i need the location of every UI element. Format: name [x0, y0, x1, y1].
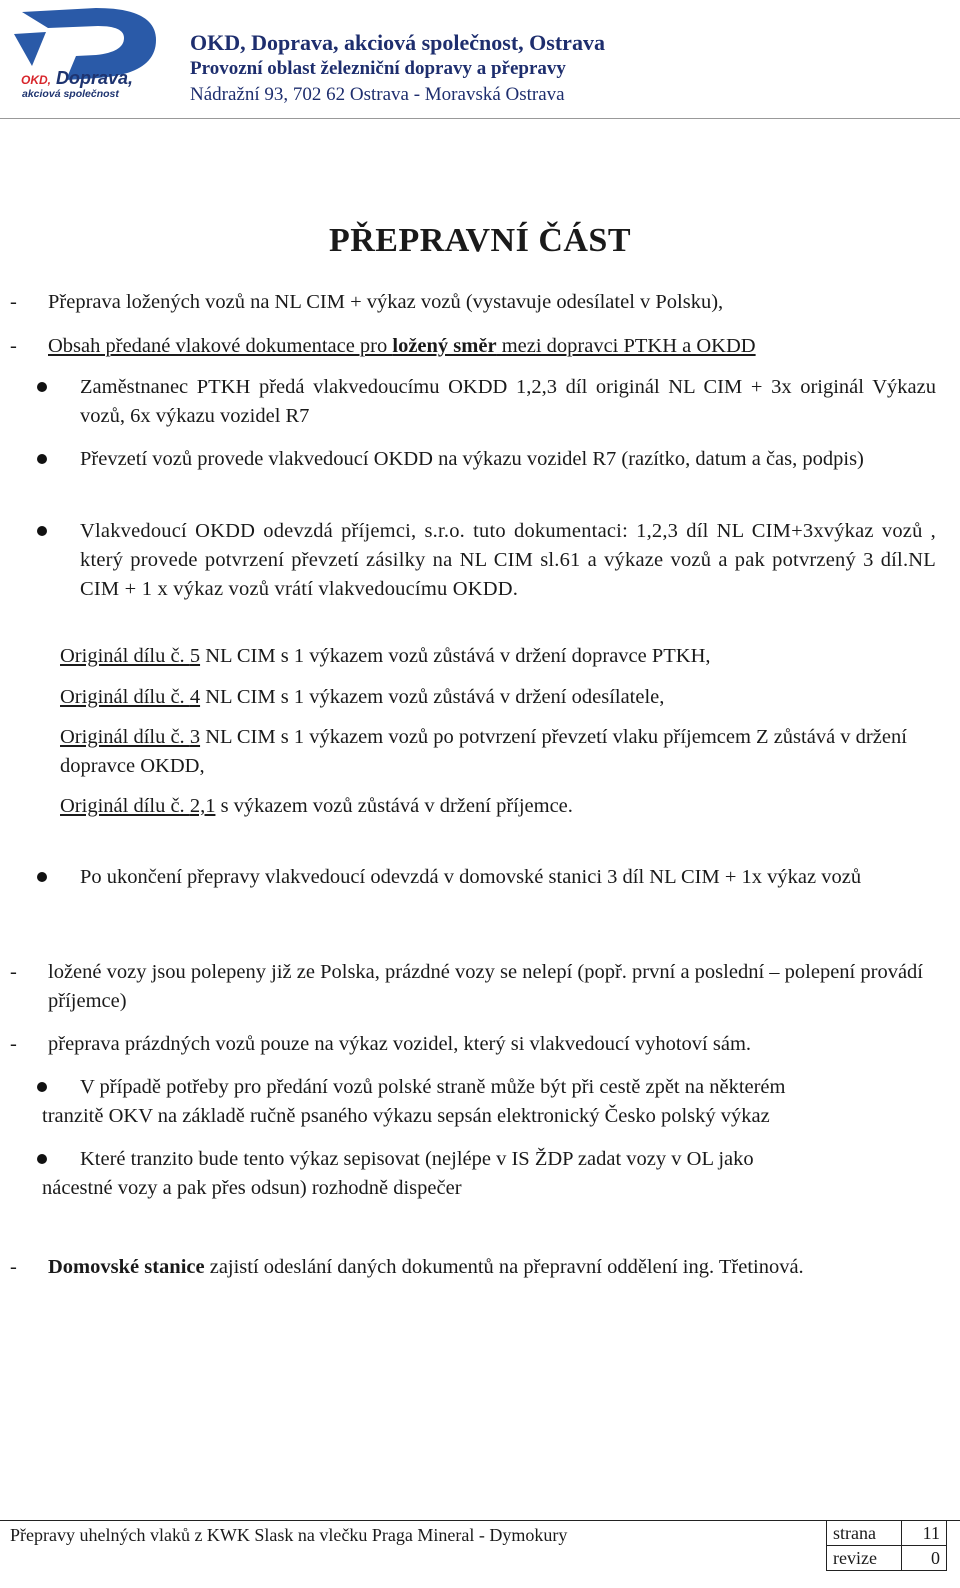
company-logo — [6, 4, 164, 100]
original-label: Originál dílu č. — [60, 726, 190, 748]
logo-tagline: akciová společnost — [22, 88, 119, 100]
dash-marker: - — [10, 1256, 17, 1278]
bullet-item-text: Po ukončení přepravy vlakvedoucí odevzdá v domovské stanici 3 díl NL CIM + 1x výkaz vozů — [80, 866, 862, 888]
bullet-item-text: Vlakvedoucí OKDD odevzdá příjemci, s.r.o. tuto dokumentaci: 1,2,3 díl NL CIM+3xvýkaz vozů , který provede potvrzení převzetí zásilky na NL CIM sl.61 a výkaze vozů a pak potvrzený 3 díl.NL CIM + 1 x výkaz vozů vrátí vlakvedoucímu OKDD. — [80, 520, 936, 600]
original-rest: NL CIM s 1 výkazem vozů zůstává v držení odesílatele, — [200, 686, 665, 708]
footer-page-number: 11 — [902, 1521, 947, 1546]
dash-text-pre: Obsah předané vlakové dokumentace pro — [48, 335, 393, 357]
original-line — [60, 723, 944, 781]
header-address: Nádražní 93, 702 62 Ostrava - Moravská Ostrava — [190, 84, 565, 105]
footer-revision-label: revize — [827, 1546, 902, 1571]
footer-page-table — [826, 1520, 947, 1571]
dash-text-rest: zajistí odeslání daných dokumentů na přepravní oddělení ing. Třetinová. — [204, 1256, 804, 1278]
original-number: 4 — [189, 686, 201, 708]
original-label: Originál dílu č. — [60, 686, 190, 708]
original-line — [60, 792, 940, 821]
logo-brand-small: OKD, — [21, 73, 51, 87]
bullet-marker — [37, 872, 47, 882]
dash-marker: - — [10, 1033, 17, 1055]
dash-marker: - — [10, 961, 17, 983]
footer-rule — [0, 1520, 960, 1521]
dash-item-text — [48, 1253, 936, 1282]
bullet-marker — [37, 382, 47, 392]
bullet-item-text: Převzetí vozů provede vlakvedoucí OKDD na výkazu vozidel R7 (razítko, datum a čas, podpis) — [80, 448, 864, 470]
original-rest: NL CIM s 1 výkazem vozů zůstává v držení dopravce PTKH, — [200, 645, 711, 667]
footer-revision-number: 0 — [902, 1546, 947, 1571]
dash-item-text: přeprava prázdných vozů pouze na výkaz vozidel, který si vlakvedoucí vyhotoví sám. — [48, 1033, 752, 1055]
bullet-item-text: Které tranzito bude tento výkaz sepisovat (nejlépe v IS ŽDP zadat vozy v OL jako — [80, 1148, 754, 1170]
original-rest: NL CIM s 1 výkazem vozů po potvrzení převzetí vlaku příjemcem Z zůstává v držení dopravce OKDD, — [60, 726, 907, 777]
bullet-marker — [37, 526, 47, 536]
dash-item-text — [48, 332, 938, 361]
bullet-item-text: Zaměstnanec PTKH předá vlakvedoucímu OKDD 1,2,3 díl originál NL CIM + 3x originál Výkazu vozů, 6x výkazu vozidel R7 — [80, 376, 936, 427]
bullet-marker — [37, 454, 47, 464]
original-line — [60, 683, 940, 712]
header-division: Provozní oblast železniční dopravy a přepravy — [190, 58, 566, 79]
dash-marker: - — [10, 335, 17, 357]
original-number: 2,1 — [189, 795, 216, 817]
page-title: PŘEPRAVNÍ ČÁST — [328, 222, 632, 259]
original-line — [60, 642, 940, 671]
original-number: 5 — [189, 645, 201, 667]
dash-item-text: ložené vozy jsou polepeny již ze Polska, prázdné vozy se nelepí (popř. první a poslední – polepení provádí příjemce) — [48, 961, 923, 1012]
bullet-item-continuation: tranzitě OKV na základě ručně psaného výkazu sepsán elektronický Česko polský výkaz — [42, 1105, 770, 1127]
original-label: Originál dílu č. — [60, 645, 190, 667]
header-rule — [0, 118, 960, 119]
dash-text-post: mezi dopravci PTKH a OKDD — [496, 335, 756, 357]
bullet-item-continuation: nácestné vozy a pak přes odsun) rozhodně dispečer — [42, 1177, 462, 1199]
dash-item-text: Přeprava ložených vozů na NL CIM + výkaz vozů (vystavuje odesílatel v Polsku), — [48, 291, 724, 313]
logo-brand: Doprava, — [56, 68, 134, 88]
bullet-marker — [37, 1154, 47, 1164]
dash-text-bold: Domovské stanice — [48, 1256, 205, 1278]
dash-text-bold: ložený směr — [392, 335, 497, 357]
bullet-marker — [37, 1082, 47, 1092]
original-number: 3 — [189, 726, 201, 748]
footer-page-label: strana — [827, 1521, 902, 1546]
header-company: OKD, Doprava, akciová společnost, Ostrava — [190, 30, 605, 55]
dash-marker: - — [10, 291, 17, 313]
footer-document-title: Přepravy uhelných vlaků z KWK Slask na vlečku Praga Mineral - Dymokury — [10, 1525, 568, 1545]
bullet-item-text: V případě potřeby pro předání vozů polské straně může být při cestě zpět na některém — [80, 1076, 786, 1098]
original-label: Originál dílu č. — [60, 795, 190, 817]
original-rest: s výkazem vozů zůstává v držení příjemce. — [215, 795, 573, 817]
